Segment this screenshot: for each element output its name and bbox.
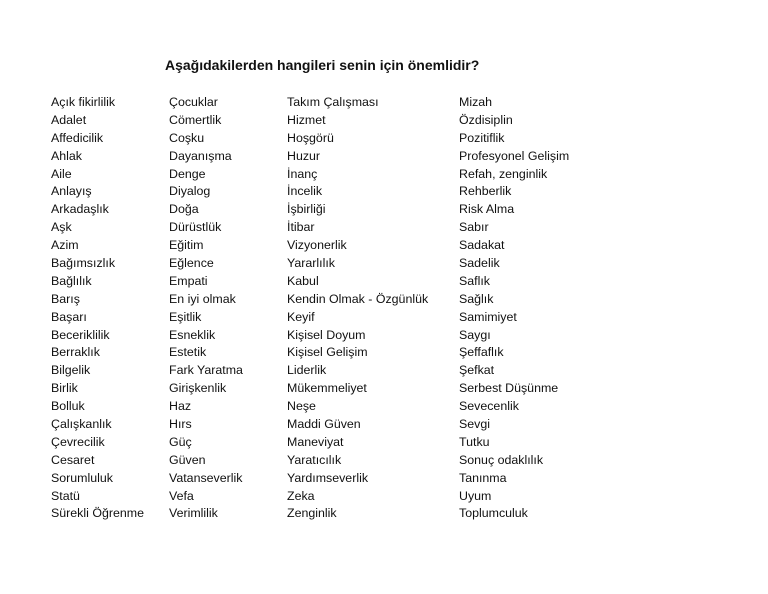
value-item: Takım Çalışması xyxy=(287,95,379,109)
value-item: Affedicilik xyxy=(51,130,104,145)
values-column-1 xyxy=(51,94,144,523)
value-item: Coşku xyxy=(169,130,205,145)
values-column-2 xyxy=(169,94,243,523)
value-item: Yardımseverlik xyxy=(287,470,369,485)
value-item: Rehberlik xyxy=(459,184,512,199)
value-item: Eğlence xyxy=(169,256,214,271)
value-item: Sağlık xyxy=(459,291,494,306)
value-item: Verimlilik xyxy=(169,506,218,521)
value-item: Maddi Güven xyxy=(287,417,361,432)
value-item: Vefa xyxy=(169,488,194,503)
value-item: Mizah xyxy=(459,95,493,109)
value-item: Yaratıcılık xyxy=(287,452,342,467)
values-column-4 xyxy=(459,94,569,523)
value-item: İtibar xyxy=(287,220,315,235)
value-item: Saflık xyxy=(459,273,490,288)
value-item: Eğitim xyxy=(169,238,204,253)
value-item: Zeka xyxy=(287,488,315,503)
value-item: Bolluk xyxy=(51,399,85,414)
value-item: Yararlılık xyxy=(287,256,335,271)
value-item: Doğa xyxy=(169,202,199,217)
value-item: Dayanışma xyxy=(169,148,232,163)
value-item: Hoşgörü xyxy=(287,130,334,145)
value-item: Berraklık xyxy=(51,345,100,360)
value-item: Fark Yaratma xyxy=(169,363,243,378)
value-item: Tutku xyxy=(459,434,490,449)
value-item: Cesaret xyxy=(51,452,95,467)
value-item: Denge xyxy=(169,166,206,181)
value-item: Bilgelik xyxy=(51,363,91,378)
value-item: Mükemmeliyet xyxy=(287,381,367,396)
value-item: Güç xyxy=(169,434,192,449)
value-item: Kendin Olmak - Özgünlük xyxy=(287,291,429,306)
value-item: Ahlak xyxy=(51,148,82,163)
value-item: Şefkat xyxy=(459,363,495,378)
value-item: Neşe xyxy=(287,399,316,414)
value-item: Şeffaflık xyxy=(459,345,504,360)
value-item: İşbirliği xyxy=(287,202,326,217)
value-item: Çocuklar xyxy=(169,95,218,109)
value-item: Dürüstlük xyxy=(169,220,222,235)
value-item: Güven xyxy=(169,452,206,467)
value-item: Çevrecilik xyxy=(51,434,105,449)
value-item: En iyi olmak xyxy=(169,291,236,306)
page-title: Aşağıdakilerden hangileri senin için önemlidir? xyxy=(165,57,480,73)
value-item: Kişisel Gelişim xyxy=(287,345,368,360)
value-item: Samimiyet xyxy=(459,309,517,324)
value-item: Bağlılık xyxy=(51,273,92,288)
value-item: Kabul xyxy=(287,273,319,288)
value-item: Sevgi xyxy=(459,417,490,432)
value-item: Aile xyxy=(51,166,72,181)
value-item: Birlik xyxy=(51,381,78,396)
value-item: Profesyonel Gelişim xyxy=(459,148,570,163)
value-item: Aşk xyxy=(51,220,72,235)
value-item: Zenginlik xyxy=(287,506,337,521)
value-item: Sorumluluk xyxy=(51,470,113,485)
value-item: Huzur xyxy=(287,148,321,163)
value-item: Sadelik xyxy=(459,256,500,271)
value-item: Girişkenlik xyxy=(169,381,227,396)
value-item: Uyum xyxy=(459,488,492,503)
value-item: Liderlik xyxy=(287,363,327,378)
value-item: Pozitiflik xyxy=(459,130,505,145)
value-item: Beceriklilik xyxy=(51,327,110,342)
value-item: Eşitlik xyxy=(169,309,202,324)
value-item: Sürekli Öğrenme xyxy=(51,506,144,521)
value-item: Adalet xyxy=(51,112,87,127)
value-item: Estetik xyxy=(169,345,207,360)
value-item: Açık fikirlilik xyxy=(51,95,116,109)
value-item: Refah, zenginlik xyxy=(459,166,548,181)
value-item: İncelik xyxy=(287,184,323,199)
value-item: Kişisel Doyum xyxy=(287,327,366,342)
value-item: Serbest Düşünme xyxy=(459,381,559,396)
value-item: Sadakat xyxy=(459,238,505,253)
value-item: Risk Alma xyxy=(459,202,515,217)
value-item: Vatanseverlik xyxy=(169,470,243,485)
value-item: İnanç xyxy=(287,166,318,181)
value-item: Cömertlik xyxy=(169,112,222,127)
value-item: Statü xyxy=(51,488,80,503)
value-item: Başarı xyxy=(51,309,87,324)
value-item: Arkadaşlık xyxy=(51,202,109,217)
value-item: Sevecenlik xyxy=(459,399,519,414)
value-item: Vizyonerlik xyxy=(287,238,347,253)
value-item: Anlayış xyxy=(51,184,92,199)
value-item: Haz xyxy=(169,399,192,414)
value-item: Hizmet xyxy=(287,112,326,127)
value-item: Sabır xyxy=(459,220,489,235)
value-item: Diyalog xyxy=(169,184,211,199)
value-item: Hırs xyxy=(169,417,192,432)
value-item: Barış xyxy=(51,291,80,306)
value-item: Toplumculuk xyxy=(459,506,528,521)
value-item: Azim xyxy=(51,238,79,253)
value-item: Maneviyat xyxy=(287,434,344,449)
values-column-3 xyxy=(287,94,428,523)
value-item: Empati xyxy=(169,273,208,288)
value-item: Bağımsızlık xyxy=(51,256,116,271)
value-item: Saygı xyxy=(459,327,491,342)
value-item: Keyif xyxy=(287,309,315,324)
value-item: Sonuç odaklılık xyxy=(459,452,544,467)
value-item: Özdisiplin xyxy=(459,112,513,127)
value-item: Çalışkanlık xyxy=(51,417,112,432)
value-item: Tanınma xyxy=(459,470,507,485)
value-item: Esneklik xyxy=(169,327,216,342)
